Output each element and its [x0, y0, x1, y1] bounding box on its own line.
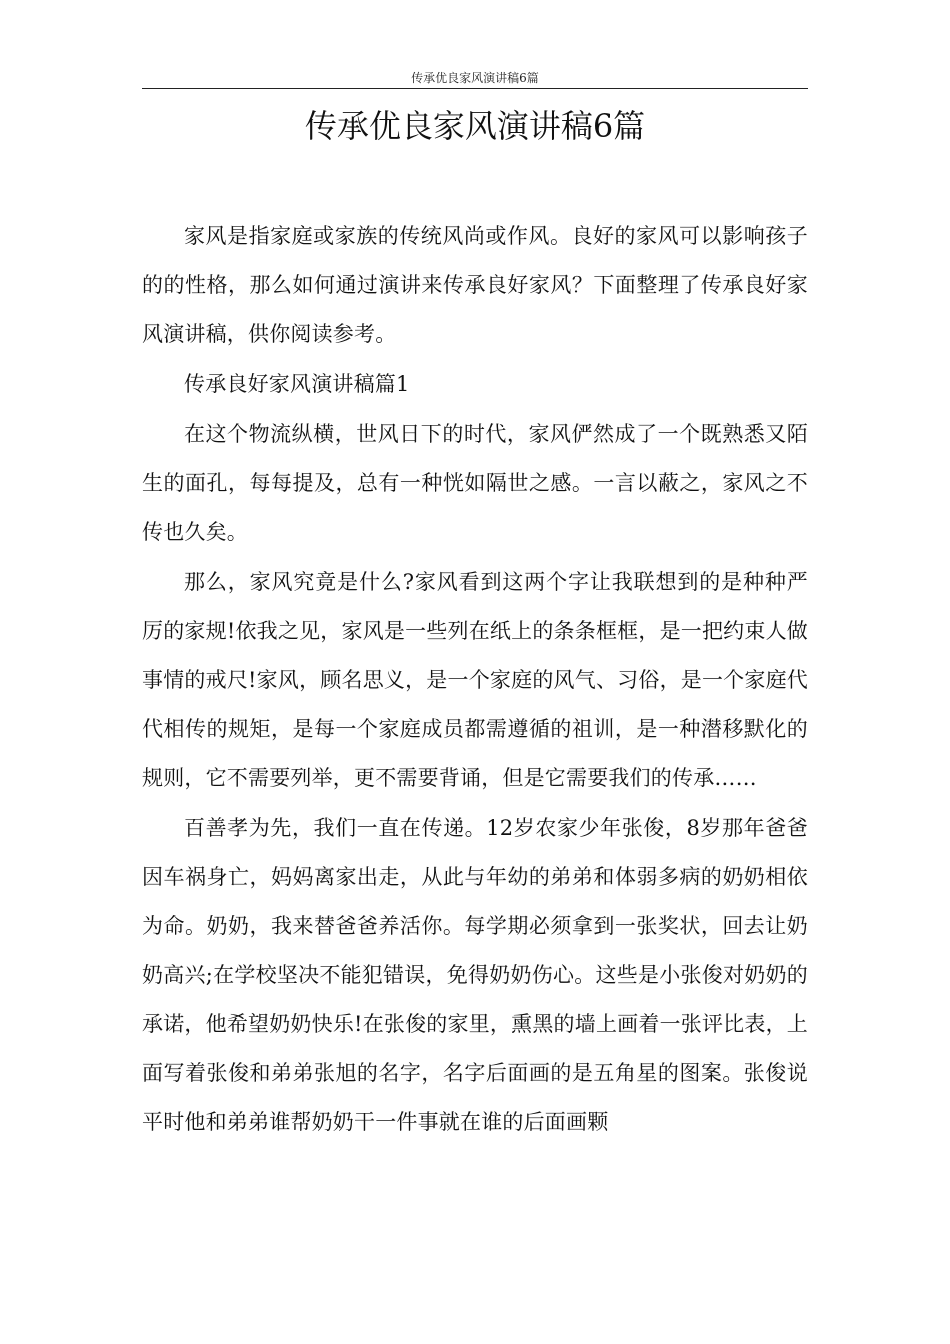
- body-paragraph: 那么，家风究竟是什么?家风看到这两个字让我联想到的是种种严厉的家规!依我之见，家风是一些列在纸上的条条框框，是一把约束人做事情的戒尺!家风，顾名思义，是一个家庭的风气、习俗，是一个家庭代代相传的规矩，是每一个家庭成员都需遵循的祖训，是一种潜移默化的规则，它不需要列举，更不需要背诵，但是它需要我们的传承……: [142, 570, 808, 790]
- document-body: [142, 212, 808, 1148]
- body-paragraph: 在这个物流纵横，世风日下的时代，家风俨然成了一个既熟悉又陌生的面孔，每每提及，总有一种恍如隔世之感。一言以蔽之，家风之不传也久矣。: [142, 422, 808, 544]
- body-paragraph: 百善孝为先，我们一直在传递。12岁农家少年张俊，8岁那年爸爸因车祸身亡，妈妈离家出走，从此与年幼的弟弟和体弱多病的奶奶相依为命。奶奶，我来替爸爸养活你。每学期必须拿到一张奖状，回去让奶奶高兴;在学校坚决不能犯错误，免得奶奶伤心。这些是小张俊对奶奶的承诺，他希望奶奶快乐!在张俊的家里，熏黑的墙上画着一张评比表，上面写着张俊和弟弟张旭的名字，名字后面画的是五角星的图案。张俊说平时他和弟弟谁帮奶奶干一件事就在谁的后面画颗: [142, 816, 808, 1134]
- header-divider: [142, 88, 808, 89]
- section-heading: 传承良好家风演讲稿篇1: [184, 372, 410, 396]
- intro-paragraph: 家风是指家庭或家族的传统风尚或作风。良好的家风可以影响孩子的的性格，那么如何通过演讲来传承良好家风？下面整理了传承良好家风演讲稿，供你阅读参考。: [142, 224, 808, 346]
- running-header: 传承优良家风演讲稿6篇: [411, 71, 539, 85]
- document-title: 传承优良家风演讲稿6篇: [304, 107, 646, 145]
